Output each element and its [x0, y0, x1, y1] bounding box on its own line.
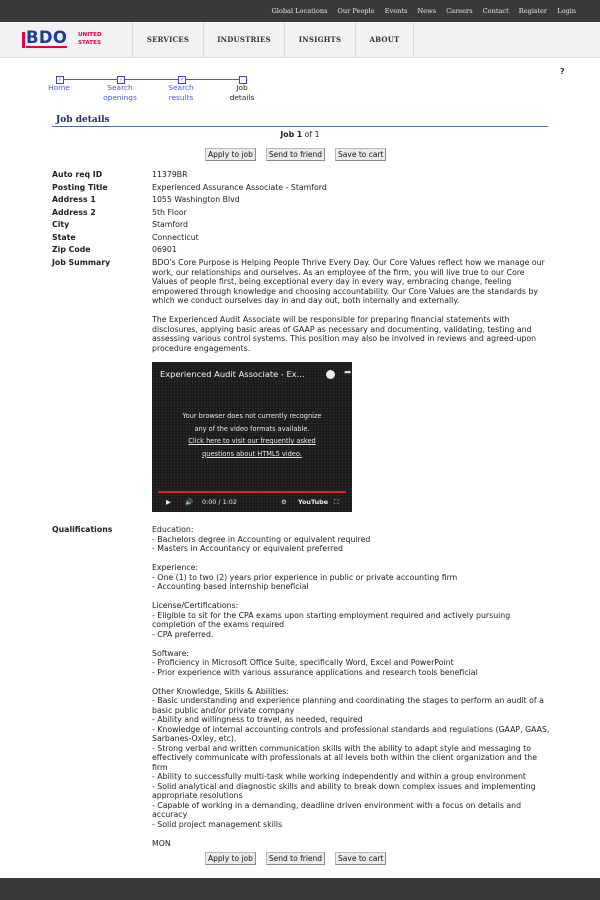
job-count-current: 1 — [296, 130, 303, 139]
label-zip-code: Zip Code — [52, 245, 91, 254]
fullscreen-icon[interactable]: ⛶ — [334, 498, 339, 506]
top-utility-bar — [0, 0, 600, 22]
play-icon[interactable]: ▶ — [166, 498, 171, 506]
qualification-line: - One (1) to two (2) years prior experience in public or private accounting firm — [152, 572, 458, 582]
qualification-line: - Prior experience with various assurance applications and research tools beneficial — [152, 667, 478, 677]
value-address-2: 5th Floor — [152, 208, 187, 217]
qualification-line — [152, 829, 550, 839]
step-connector — [184, 79, 241, 80]
logo-accent-bar — [22, 32, 25, 48]
step-label-line1: Search — [168, 83, 194, 92]
value-posting-title: Experienced Assurance Associate - Stamford — [152, 183, 327, 192]
section-title-text: Job details — [56, 115, 110, 125]
qualification-line: - Solid analytical and diagnostic skills and ability to break down complex issues and implementing appropriate resolutions — [152, 781, 536, 800]
step-label-line1: Search — [107, 83, 133, 92]
top-link-contact[interactable]: Contact — [482, 7, 509, 15]
video-msg-line1: Your browser does not currently recognize — [182, 412, 322, 420]
qualification-line: - Bachelors degree in Accounting or equivalent required — [152, 534, 371, 544]
value-zip-code: 06901 — [152, 245, 177, 254]
qualification-line: - Masters in Accountancy or equivalent preferred — [152, 544, 343, 553]
job-count-suffix: of 1 — [304, 130, 320, 139]
qualification-line: - CPA preferred. — [152, 629, 214, 639]
qualification-line: - Ability and willingness to travel, as needed, required — [152, 715, 363, 724]
step-connector — [123, 79, 180, 80]
top-links — [261, 0, 576, 22]
label-job-summary: Job Summary — [52, 258, 111, 267]
step-label-line2: results — [168, 92, 194, 102]
qualifications-list — [152, 525, 550, 848]
progress-steps — [0, 74, 600, 104]
top-link-events[interactable]: Events — [384, 7, 408, 15]
label-address-2: Address 2 — [52, 208, 96, 217]
qualification-line: Experience: — [152, 563, 199, 572]
save-to-cart-button[interactable]: Save to cart — [335, 852, 386, 865]
video-title[interactable]: Experienced Audit Associate - Ex... — [160, 369, 305, 379]
main-navigation — [0, 22, 600, 58]
video-unsupported-message — [172, 410, 332, 460]
top-link-register[interactable]: Register — [518, 7, 548, 15]
nav-services[interactable]: SERVICES — [132, 22, 203, 57]
qualification-line — [152, 592, 550, 602]
top-link-careers[interactable]: Careers — [446, 7, 473, 15]
step-check-icon: ✓ — [118, 77, 124, 83]
qualification-line: - Capable of working in a demanding, deadline driven environment with a focus on details and accuracy — [152, 800, 522, 819]
video-player[interactable] — [152, 362, 352, 512]
job-summary-paragraph-1: BDO's Core Purpose is Helping People Thrive Every Day. Our Core Values reflect how we manage our work, our relationships and ourselves. As an employee of the firm, you will live true to our Core Values of people first, being exceptional every day in every way, embracing change, feeling empowered through knowledge and choosing accountability. Our Core Values are the standards by which we conduct ourselves day in and day out, both internally and externally. — [152, 258, 545, 305]
value-auto-req-id: 11379BR — [152, 170, 188, 179]
send-to-friend-button[interactable]: Send to friend — [266, 852, 325, 865]
volume-icon[interactable]: 🔊 — [185, 498, 193, 506]
qualification-line: - Eligible to sit for the CPA exams upon starting employment required and actively pursuing completion of the exams required — [152, 610, 511, 629]
qualification-line: Education: — [152, 525, 194, 534]
share-arrow-icon[interactable]: ➦ — [344, 368, 352, 378]
qualification-line — [152, 677, 550, 687]
step-check-icon: ✓ — [179, 77, 185, 83]
apply-to-job-button[interactable]: Apply to job — [205, 852, 256, 865]
apply-to-job-button[interactable]: Apply to job — [205, 148, 256, 161]
help-link[interactable]: ? — [560, 67, 565, 76]
send-to-friend-button[interactable]: Send to friend — [266, 148, 325, 161]
qualification-line: Software: — [152, 648, 189, 658]
nav-about[interactable]: ABOUT — [355, 22, 414, 57]
qualification-line: License/Certifications: — [152, 601, 239, 610]
video-faq-link-line2[interactable]: questions about HTML5 video. — [202, 449, 302, 458]
job-count — [0, 130, 600, 139]
youtube-logo[interactable]: YouTube — [298, 498, 329, 506]
video-faq-link-line1[interactable]: Click here to visit our frequently asked — [188, 437, 316, 445]
job-summary-paragraph-2: The Experienced Audit Associate will be responsible for preparing financial statements with disclosures, applying basic areas of GAAP as necessary and documenting, validating, testing and assessing various control systems. This position may also be involved in reviews and agreed-upon procedure engagements. — [152, 315, 537, 353]
logo-brand-text: BDO — [26, 28, 68, 47]
qualification-line: - Basic understanding and experience planning and coordinating the stages to perform an audit of a basic public and/or private company — [152, 696, 544, 715]
value-state: Connecticut — [152, 233, 199, 242]
save-to-cart-button[interactable]: Save to cart — [335, 148, 386, 161]
video-controls — [152, 497, 352, 512]
qualification-line: - Proficiency in Microsoft Office Suite, specifically Word, Excel and PowerPoint — [152, 658, 454, 667]
logo-country-line1: UNITED — [78, 32, 102, 38]
video-progress-bar[interactable] — [158, 491, 346, 493]
action-buttons-top — [205, 148, 396, 160]
qualification-line — [152, 639, 550, 649]
action-buttons-bottom — [205, 852, 396, 864]
video-time: 0:00 / 1:02 — [202, 498, 237, 506]
job-count-prefix: Job — [280, 130, 295, 139]
section-title — [52, 115, 548, 127]
label-address-1: Address 1 — [52, 195, 96, 204]
qualification-line: - Strong verbal and written communication skills with the ability to adapt style and messaging to effectively communicate with professionals at all levels both within the client organization and the firm — [152, 743, 538, 772]
label-auto-req-id: Auto req ID — [52, 170, 103, 179]
video-msg-line2: any of the video formats available. — [194, 424, 310, 433]
top-link-login[interactable]: Login — [557, 7, 576, 15]
qualification-line: - Ability to successfully multi-task while working independently and within a group environment — [152, 772, 526, 781]
label-qualifications: Qualifications — [52, 525, 113, 534]
qualification-line — [152, 554, 550, 564]
step-home[interactable] — [29, 83, 89, 93]
label-state: State — [52, 233, 76, 242]
nav-industries[interactable]: INDUSTRIES — [203, 22, 284, 57]
settings-gear-icon[interactable]: ⚙ — [281, 498, 287, 506]
step-search-openings[interactable] — [90, 83, 150, 102]
logo-country-text — [78, 32, 118, 47]
qualification-line: Other Knowledge, Skills & Abilities: — [152, 686, 289, 696]
step-label-line1: Job — [236, 83, 248, 92]
value-address-1: 1055 Washington Blvd — [152, 195, 240, 204]
step-job-details — [212, 83, 272, 102]
top-link-global-locations[interactable]: Global Locations — [271, 7, 328, 15]
label-posting-title: Posting Title — [52, 183, 108, 192]
footer-bar — [0, 878, 600, 900]
top-link-news[interactable]: News — [417, 7, 437, 15]
step-label-line1: Home — [48, 83, 70, 92]
logo-country-line2: STATES — [78, 39, 101, 46]
qualification-line: - Accounting based internship beneficial — [152, 582, 309, 591]
step-label-line2: details — [229, 92, 255, 102]
label-city: City — [52, 220, 70, 229]
step-label-line2: openings — [103, 92, 137, 102]
step-check-icon: ✓ — [57, 77, 63, 83]
value-city: Stamford — [152, 220, 188, 229]
step-connector — [62, 79, 119, 80]
qualification-line: - Knowledge of internal accounting controls and professional standards and regulations (GAAP, GAAS, Sarbanes-Oxley, etc). — [152, 724, 550, 743]
nav-insights[interactable]: INSIGHTS — [284, 22, 355, 57]
qualification-line: MON — [152, 838, 171, 848]
qualification-line: - Solid project management skills — [152, 819, 283, 829]
watch-later-clock-icon[interactable] — [326, 370, 335, 379]
step-search-results[interactable] — [151, 83, 211, 102]
top-link-our-people[interactable]: Our People — [337, 7, 375, 15]
